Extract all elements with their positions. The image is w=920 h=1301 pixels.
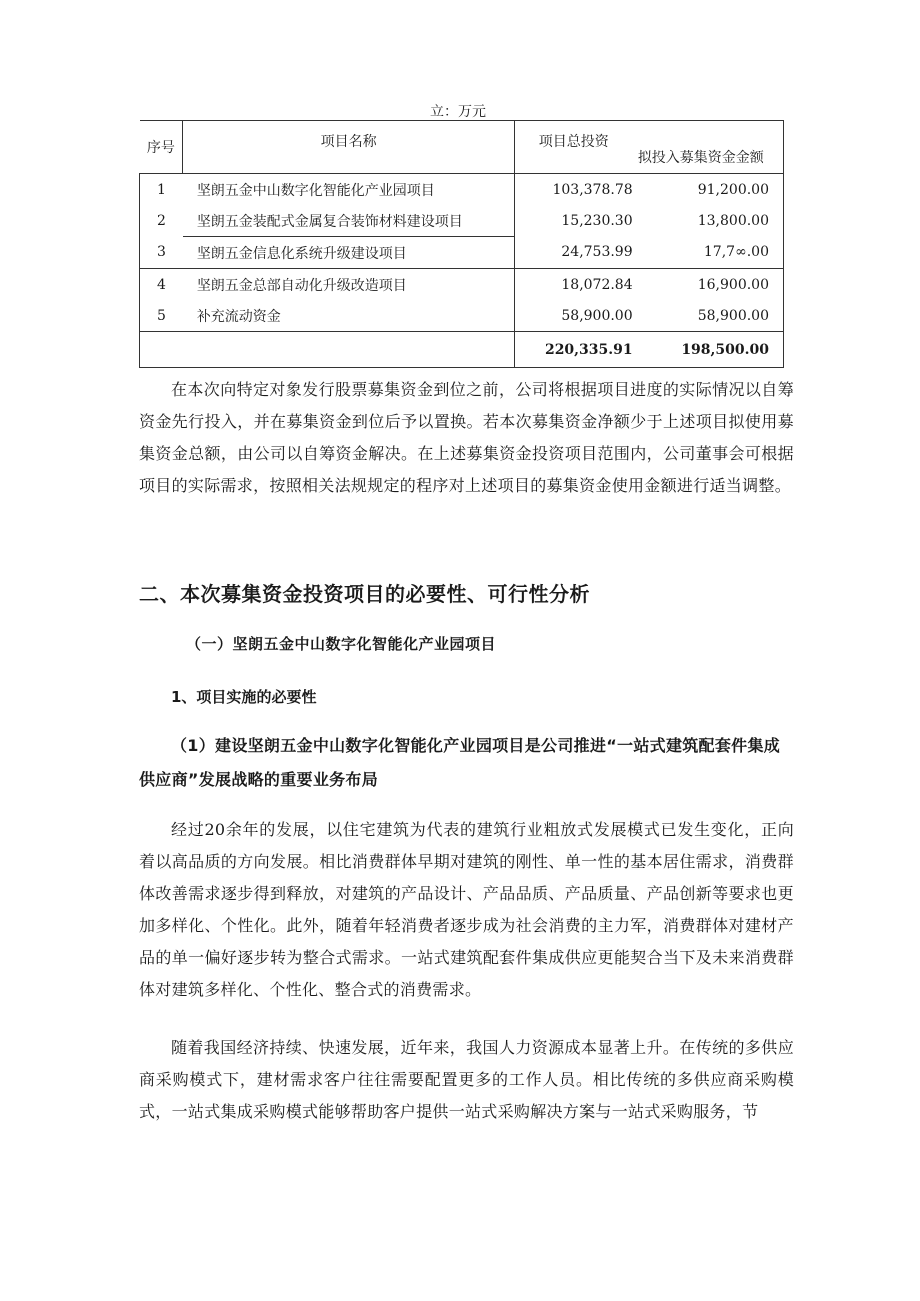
table-header-row	[140, 121, 784, 174]
paragraph-funding-note: 在本次向特定对象发行股票募集资金到位之前，公司将根据项目进度的实际情况以自筹资金先行投入，并在募集资金到位后予以置换。若本次募集资金净额少于上述项目拟使用募集资金总额，由公司以自筹资金解决。在上述募集资金投资项目范围内，公司董事会可根据项目的实际需求，按照相关法规规定的程序对上述项目的募集资金使用金额进行适当调整。	[139, 380, 794, 495]
row-no: 3	[140, 237, 183, 269]
row-raise: 13,800.00	[633, 205, 784, 237]
row-total: 15,230.30	[561, 212, 633, 229]
header-total: 项目总投资	[514, 121, 632, 174]
paragraph-procurement: 随着我国经济持续、快速发展，近年来，我国人力资源成本显著上升。在传统的多供应商采购模式下，建材需求客户往往需要配置更多的工作人员。相比传统的多供应商采购模式，一站式集成采购模式能够帮助客户提供一站式采购解决方案与一站式采购服务，节	[139, 1038, 794, 1121]
table-row	[140, 174, 784, 206]
table-row	[140, 300, 784, 332]
row-no: 1	[140, 174, 183, 206]
row-no: 4	[140, 269, 183, 301]
point-heading: （1）建设坚朗五金中山数字化智能化产业园项目是公司推进“一站式建筑配套件集成供应商”发展战略的重要业务布局	[139, 736, 781, 789]
row-total: 24,753.99	[514, 237, 632, 269]
total-raise: 198,500.00	[633, 332, 784, 368]
header-name: 项目名称	[183, 121, 515, 174]
row-total: 58,900.00	[514, 300, 632, 332]
total-total: 220,335.91	[514, 332, 632, 368]
table-row	[140, 205, 784, 237]
table-row	[140, 237, 784, 269]
table-row	[140, 269, 784, 301]
section-heading: 二、本次募集资金投资项目的必要性、可行性分析	[139, 582, 590, 606]
row-name: 坚朗五金中山数字化智能化产业园项目	[183, 174, 515, 206]
total-name	[183, 332, 515, 368]
row-total: 103,378.78	[552, 181, 633, 198]
sub-sub-heading: 1、项目实施的必要性	[171, 688, 317, 706]
row-name: 坚朗五金总部自动化升级改造项目	[183, 269, 515, 301]
row-raise: 91,200.00	[633, 174, 784, 206]
investment-table	[139, 120, 784, 368]
table-unit-label: 立：万元	[430, 104, 486, 120]
row-raise: 17,7∞.00	[633, 237, 784, 269]
paragraph-industry: 经过20余年的发展，以住宅建筑为代表的建筑行业粗放式发展模式已发生变化，正向着以高品质的方向发展。相比消费群体早期对建筑的刚性、单一性的基本居住需求，消费群体改善需求逐步得到释放，对建筑的产品设计、产品品质、产品质量、产品创新等要求也更加多样化、个性化。此外，随着年轻消费者逐步成为社会消费的主力军，消费群体对建材产品的单一偏好逐步转为整合式需求。一站式建筑配套件集成供应更能契合当下及未来消费群体对建筑多样化、个性化、整合式的消费需求。	[139, 820, 794, 999]
row-name: 坚朗五金信息化系统升级建设项目	[183, 237, 515, 269]
header-raise: 拟投入募集资金金额	[633, 121, 784, 174]
row-no: 2	[140, 205, 183, 237]
total-no	[140, 332, 183, 368]
row-total: 18,072.84	[561, 276, 633, 293]
table-total-row	[140, 332, 784, 368]
header-no: 序号	[140, 121, 183, 174]
row-name: 补充流动资金	[183, 300, 515, 332]
row-raise: 58,900.00	[633, 300, 784, 332]
sub-heading: （一）坚朗五金中山数字化智能化产业园项目	[186, 635, 497, 653]
row-raise: 16,900.00	[633, 269, 784, 301]
row-name: 坚朗五金装配式金属复合装饰材料建设项目	[183, 205, 515, 237]
row-no: 5	[140, 300, 183, 332]
